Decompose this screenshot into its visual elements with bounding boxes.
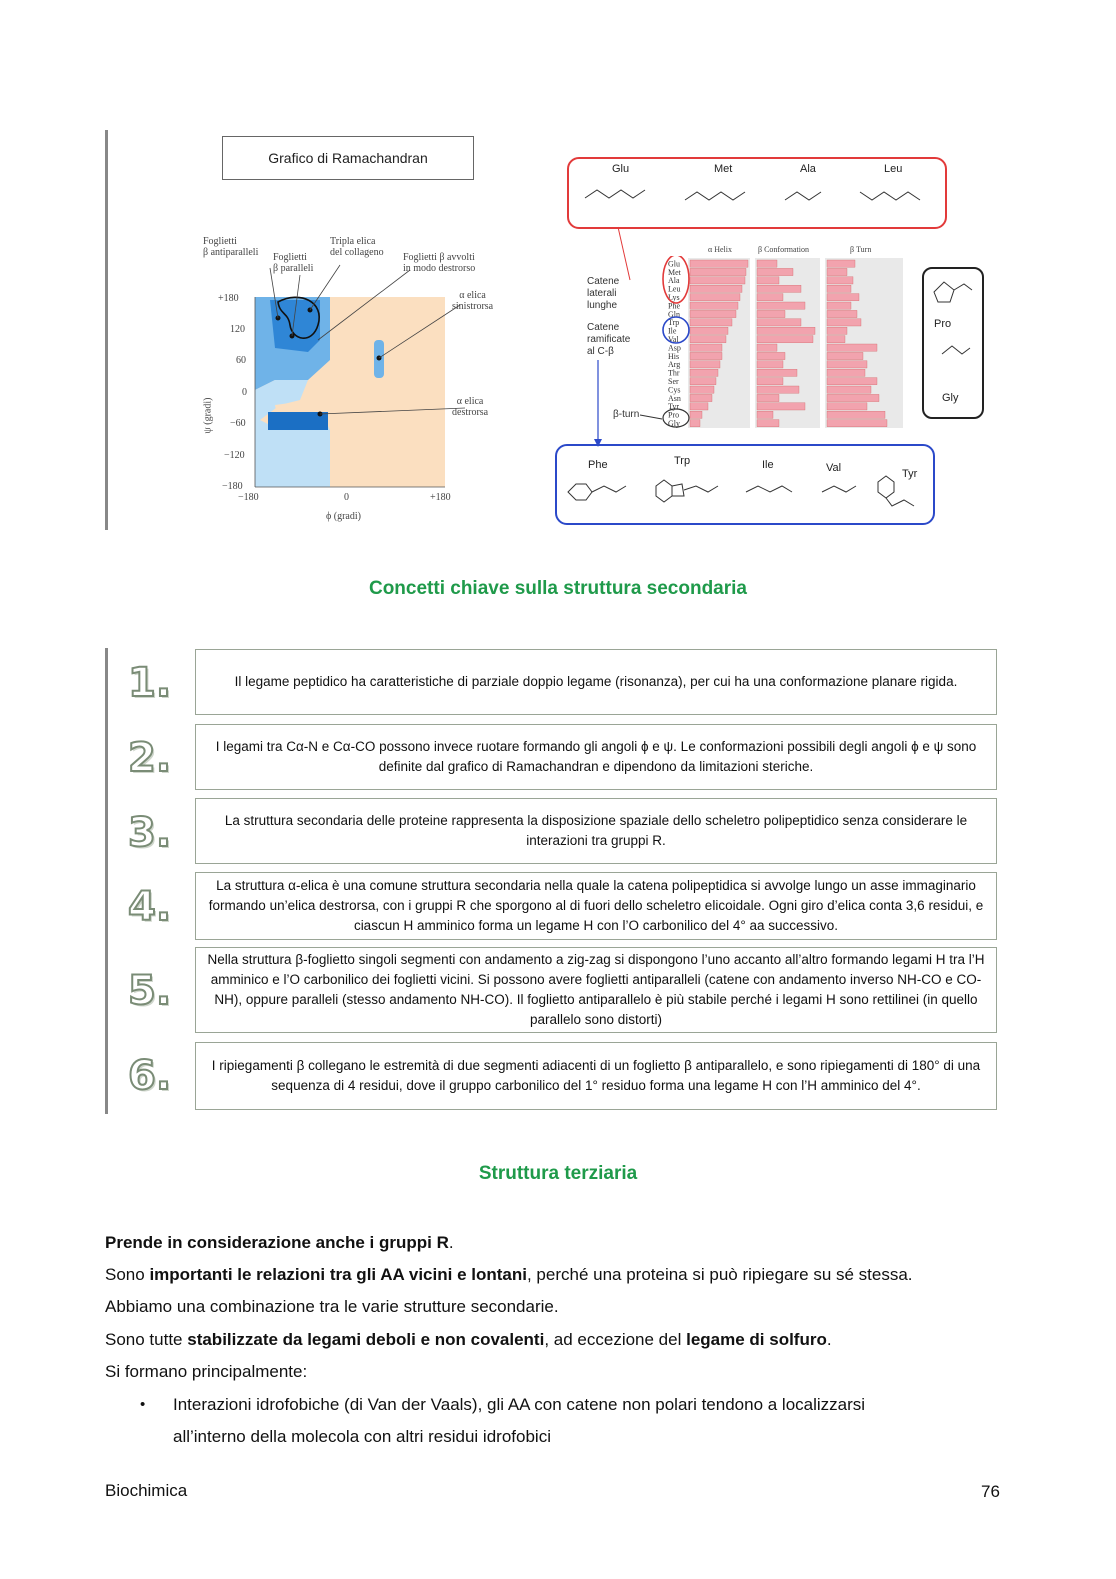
residue-label: Cys bbox=[668, 385, 681, 395]
bar-alpha-helix bbox=[690, 378, 716, 385]
residue-label: Ser bbox=[668, 377, 679, 386]
bar-beta-turn bbox=[827, 361, 867, 368]
residue-label: Glu bbox=[668, 259, 680, 269]
ytick: −180 bbox=[222, 481, 243, 492]
bar-beta-conformation bbox=[757, 411, 773, 418]
bar-alpha-helix bbox=[690, 386, 714, 393]
top-structures bbox=[575, 178, 935, 222]
residue-label: Asp bbox=[668, 343, 681, 353]
residue-label: Gln bbox=[668, 309, 680, 319]
residue-label: Phe bbox=[668, 301, 680, 311]
bar-beta-turn bbox=[827, 277, 853, 284]
footer-title: Biochimica bbox=[105, 1481, 188, 1500]
aa-ala: Ala bbox=[800, 163, 816, 175]
bar-beta-conformation bbox=[757, 361, 783, 368]
aa-gly: Gly bbox=[942, 392, 959, 404]
ytick: +180 bbox=[218, 293, 239, 304]
paragraph: Prende in considerazione anche i gruppi R. bbox=[105, 1233, 454, 1252]
label-right-helix: α elica destrorsa bbox=[452, 396, 489, 418]
bar-beta-conformation bbox=[757, 302, 805, 309]
heading-tertiary: Struttura terziaria bbox=[478, 1163, 638, 1184]
bar-alpha-helix bbox=[690, 285, 742, 292]
bar-beta-turn bbox=[827, 403, 867, 410]
residue-label: His bbox=[668, 351, 680, 361]
page-number: 76 bbox=[981, 1482, 1000, 1501]
bar-alpha-helix bbox=[690, 361, 720, 368]
residue-label: Met bbox=[668, 267, 681, 277]
concept-number: 1. bbox=[128, 660, 172, 706]
xtick: +180 bbox=[430, 492, 451, 503]
bar-beta-conformation bbox=[757, 344, 777, 351]
bar-beta-turn bbox=[827, 260, 855, 267]
bar-beta-turn bbox=[827, 369, 865, 376]
figure-left-border bbox=[105, 130, 108, 530]
aa-tyr: Tyr bbox=[902, 468, 918, 480]
concept-number: 5. bbox=[128, 968, 172, 1014]
bullet-line: Interazioni idrofobiche (di Van der Vaals), gli AA con catene non polari tendono a localizzarsi bbox=[173, 1395, 866, 1414]
x-axis-label: ϕ (gradi) bbox=[326, 511, 361, 522]
bar-beta-turn bbox=[827, 378, 877, 385]
concept-number: 4. bbox=[128, 884, 172, 930]
bar-alpha-helix bbox=[690, 394, 712, 401]
concept-box: Nella struttura β-foglietto singoli segmenti con andamento a zig-zag si dispongono l’uno accanto all’altro formando legami H tra l’H amminico e l’O carbonilico dei foglietti vicini. Si possono avere foglietti antiparalleli (catene con andamento inverso NH-CO e CO-NH), oppure paralleli (stesso andamento NH-CO). Il foglietto antiparallelo è più stabile perché i legami H sono rettilinei (in quello parallelo sono distorti) bbox=[195, 947, 997, 1033]
label-beta-twist: Foglietti β avvolti in modo destrorso bbox=[403, 252, 476, 274]
bar-alpha-helix bbox=[690, 260, 748, 267]
ytick: 60 bbox=[236, 355, 246, 366]
label-beta-anti: Foglietti β antiparalleli bbox=[203, 236, 259, 258]
bar-alpha-helix bbox=[690, 302, 738, 309]
aa-phe: Phe bbox=[588, 459, 608, 471]
paragraph: Sono importanti le relazioni tra gli AA vicini e lontani, perché una proteina si può ripiegare su sé stessa. bbox=[105, 1265, 913, 1284]
bar-beta-conformation bbox=[757, 394, 779, 401]
bar-alpha-helix bbox=[690, 319, 732, 326]
residue-label: Gly bbox=[668, 419, 680, 428]
aa-trp: Trp bbox=[674, 455, 691, 467]
xtick: 0 bbox=[344, 492, 349, 503]
bar-beta-turn bbox=[827, 411, 885, 418]
bar-alpha-helix bbox=[690, 344, 722, 351]
beta-core bbox=[270, 300, 320, 352]
residue-label: Trp bbox=[668, 318, 680, 328]
bar-beta-conformation bbox=[757, 260, 777, 267]
bar-beta-conformation bbox=[757, 310, 785, 317]
bar-beta-turn bbox=[827, 327, 847, 334]
bar-alpha-helix bbox=[690, 310, 736, 317]
bar-alpha-helix bbox=[690, 369, 718, 376]
bar-beta-turn bbox=[827, 394, 879, 401]
aa-leu: Leu bbox=[884, 163, 903, 175]
residue-label: Ile bbox=[668, 326, 677, 336]
residue-label: Thr bbox=[668, 368, 680, 378]
bar-beta-turn bbox=[827, 294, 859, 301]
bar-beta-conformation bbox=[757, 319, 801, 326]
label-branched-chains: Catene ramificate al C-β bbox=[587, 322, 631, 357]
bar-beta-conformation bbox=[757, 336, 813, 343]
col-header: β Turn bbox=[850, 245, 872, 254]
residue-label: Ala bbox=[668, 276, 680, 286]
bar-beta-turn bbox=[827, 336, 845, 343]
bar-beta-turn bbox=[827, 285, 851, 292]
aa-pro: Pro bbox=[934, 318, 952, 330]
label-beta-turn: β-turn bbox=[613, 409, 640, 420]
bar-beta-conformation bbox=[757, 277, 779, 284]
col-header: α Helix bbox=[708, 245, 732, 254]
bar-beta-turn bbox=[827, 319, 861, 326]
bar-beta-turn bbox=[827, 302, 851, 309]
ramachandran-title: Grafico di Ramachandran bbox=[222, 136, 474, 180]
residue-label: Leu bbox=[668, 284, 681, 294]
bar-alpha-helix bbox=[690, 294, 740, 301]
bar-beta-turn bbox=[827, 386, 871, 393]
paragraph: Sono tutte stabilizzate da legami deboli e non covalenti, ad eccezione del legame di solfuro. bbox=[105, 1330, 832, 1349]
propensity-bars bbox=[660, 256, 910, 431]
residue-label: Pro bbox=[668, 410, 680, 420]
concept-box: La struttura α-elica è una comune struttura secondaria nella quale la catena polipeptidica si avvolge lungo un asse immaginario formando un’elica destrorsa, con i gruppi R che sporgono al di fuori dello scheletro elicoidale. Ogni giro d’elica conta 3,6 residui, e ciascun H amminico forma un legame H con l’O carbonilico del 4° aa successivo. bbox=[195, 872, 997, 940]
residue-label: Val bbox=[668, 335, 679, 344]
label-triple: Tripla elica del collageno bbox=[330, 236, 384, 258]
bar-alpha-helix bbox=[690, 268, 746, 275]
aa-met: Met bbox=[714, 163, 733, 175]
bar-alpha-helix bbox=[690, 336, 726, 343]
ytick: 0 bbox=[242, 387, 247, 398]
bar-beta-conformation bbox=[757, 369, 797, 376]
concepts-left-border bbox=[105, 648, 108, 1114]
bar-alpha-helix bbox=[690, 277, 745, 284]
bar-beta-turn bbox=[827, 268, 847, 275]
aa-glu: Glu bbox=[612, 163, 630, 175]
bar-alpha-helix bbox=[690, 352, 722, 359]
bar-alpha-helix bbox=[690, 327, 728, 334]
concept-box: Il legame peptidico ha caratteristiche di parziale doppio legame (risonanza), per cui ha una conformazione planare rigida. bbox=[195, 649, 997, 715]
residue-label: Asn bbox=[668, 393, 681, 403]
bar-beta-conformation bbox=[757, 352, 785, 359]
residue-label: Tyr bbox=[668, 402, 679, 412]
bar-alpha-helix bbox=[690, 411, 702, 418]
bar-beta-conformation bbox=[757, 285, 801, 292]
concept-number: 3. bbox=[128, 810, 172, 856]
concept-box: La struttura secondaria delle proteine rappresenta la disposizione spaziale dello scheletro polipeptidico senza considerare le interazioni tra gruppi R. bbox=[195, 798, 997, 864]
paragraph: Si formano principalmente: bbox=[105, 1362, 308, 1381]
bar-beta-conformation bbox=[757, 386, 799, 393]
ytick: 120 bbox=[230, 324, 245, 335]
label-long-chains: Catene laterali lunghe bbox=[587, 276, 620, 311]
label-beta-par: Foglietti β paralleli bbox=[273, 252, 314, 274]
concept-number: 2. bbox=[128, 735, 172, 781]
label-left-helix: α elica sinistrorsa bbox=[452, 290, 494, 312]
bar-alpha-helix bbox=[690, 420, 700, 427]
y-axis-label: ψ (gradi) bbox=[202, 397, 214, 434]
bottom-structures bbox=[560, 470, 930, 518]
bar-beta-turn bbox=[827, 344, 877, 351]
bar-beta-conformation bbox=[757, 294, 783, 301]
bar-alpha-helix bbox=[690, 403, 708, 410]
bar-beta-conformation bbox=[757, 403, 805, 410]
arrows bbox=[590, 225, 670, 450]
bullet-line: all’interno della molecola con altri residui idrofobici bbox=[173, 1427, 551, 1446]
aa-ile: Ile bbox=[762, 459, 774, 471]
bar-beta-turn bbox=[827, 310, 857, 317]
concept-number: 6. bbox=[128, 1053, 172, 1099]
bullet-icon: • bbox=[140, 1396, 146, 1413]
heading-concepts: Concetti chiave sulla struttura secondaria bbox=[368, 578, 747, 599]
bar-beta-turn bbox=[827, 352, 863, 359]
bar-beta-turn bbox=[827, 420, 887, 427]
bar-beta-conformation bbox=[757, 327, 815, 334]
residue-label: Lys bbox=[668, 293, 680, 302]
aa-val: Val bbox=[826, 462, 842, 474]
ytick: −120 bbox=[224, 450, 245, 461]
paragraph: Abbiamo una combinazione tra le varie strutture secondarie. bbox=[105, 1297, 559, 1316]
concept-box: I ripiegamenti β collegano le estremità di due segmenti adiacenti di un foglietto β antiparallelo, e sono ripiegamenti di 180° di una sequenza di 4 residui, dove il gruppo carbonilico del 1° residuo forma una legame H con l’H amminico del 4°. bbox=[195, 1042, 997, 1110]
concept-box: I legami tra Cα-N e Cα-CO possono invece ruotare formando gli angoli ϕ e ψ. Le conformazioni possibili degli angoli ϕ e ψ sono definite dal grafico di Ramachandran e dipendono da limitazioni steriche. bbox=[195, 724, 997, 790]
residue-label: Arg bbox=[668, 360, 681, 370]
col-header: β Conformation bbox=[758, 245, 809, 254]
bar-beta-conformation bbox=[757, 378, 783, 385]
bar-beta-conformation bbox=[757, 420, 779, 427]
xtick: −180 bbox=[238, 492, 259, 503]
ytick: −60 bbox=[230, 418, 246, 429]
bar-beta-conformation bbox=[757, 268, 793, 275]
